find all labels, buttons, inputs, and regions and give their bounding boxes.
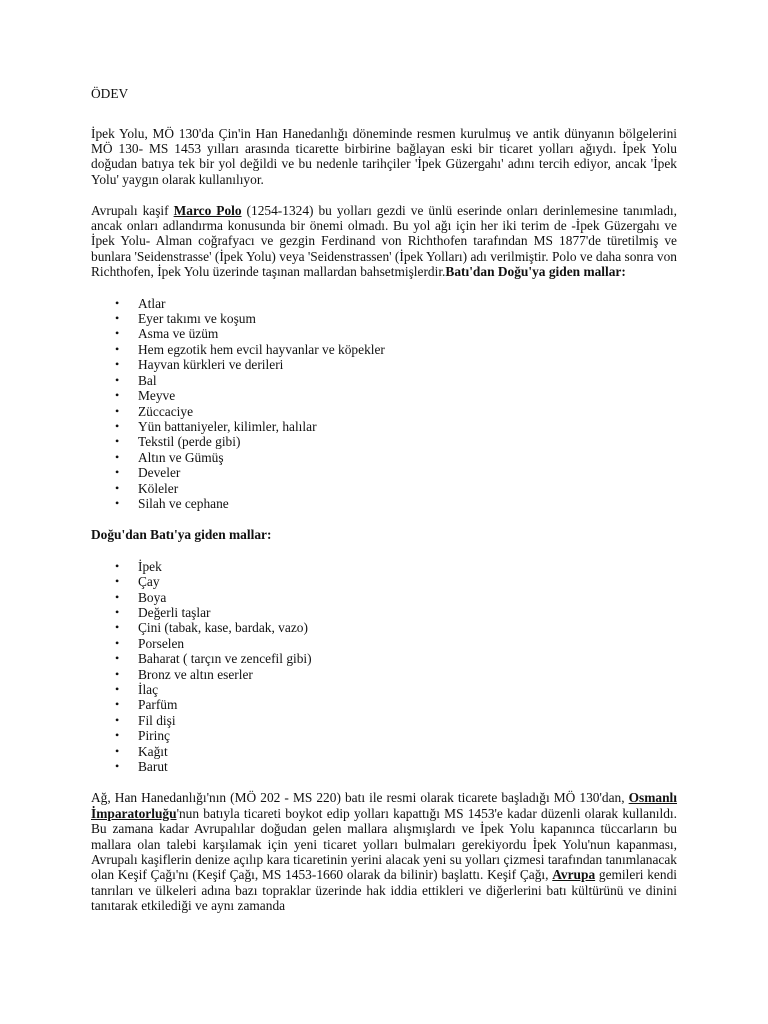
list-item: • Asma ve üzüm bbox=[138, 326, 677, 341]
list-item: • Barut bbox=[138, 759, 677, 774]
list-item: • Porselen bbox=[138, 636, 677, 651]
list-item: • Baharat ( tarçın ve zencefil gibi) bbox=[138, 651, 677, 666]
list-item: • Hayvan kürkleri ve derileri bbox=[138, 357, 677, 372]
list-item: • Züccaciye bbox=[138, 404, 677, 419]
list-item: • Parfüm bbox=[138, 697, 677, 712]
paragraph-marco-polo bbox=[91, 203, 677, 280]
list-item: • Altın ve Gümüş bbox=[138, 450, 677, 465]
list-item: • İlaç bbox=[138, 682, 677, 697]
list-item: • Atlar bbox=[138, 296, 677, 311]
list-item: • Hem egzotik hem evcil hayvanlar ve köpekler bbox=[138, 342, 677, 357]
list-item: • Boya bbox=[138, 590, 677, 605]
document-page bbox=[91, 86, 677, 914]
list-item: • Çini (tabak, kase, bardak, vazo) bbox=[138, 620, 677, 635]
list-item: • Yün battaniyeler, kilimler, halılar bbox=[138, 419, 677, 434]
east-to-west-heading: Doğu'dan Batı'ya giden mallar: bbox=[91, 527, 272, 543]
list-item: • Eyer takımı ve koşum bbox=[138, 311, 677, 326]
paragraph-text: Avrupalı kaşif bbox=[91, 202, 174, 218]
list-item: • Çay bbox=[138, 574, 677, 589]
list-item: • Meyve bbox=[138, 388, 677, 403]
west-to-east-heading: Batı'dan Doğu'ya giden mallar: bbox=[445, 264, 626, 280]
paragraph-text: (1254-1324) bu yolları gezdi ve ünlü eserinde onları derinlemesine tanımladı, ancak onları adlandırma konusunda bir önemi olmadı. Bu yol ağı için her iki terim de -İpek Güzergahı ve İpek Yolu- Alman coğrafyacı ve gezgin Ferdinand von Richthofen tarafından MS 1877'de türetilmiş ve bunlara 'Seidenstrasse' (İpek Yolu) veya 'Seidenstrassen' (İpek Yolları) adı verilmiştir. Polo ve daha sonra von Richthofen, İpek Yolu üzerinde taşınan mallardan bahsetmişlerdir. bbox=[91, 202, 677, 280]
paragraph-text: gemileri kendi tanrıları ve ülkeleri adına bazı topraklar üzerinde hak iddia ettikleri ve diğerlerini batı kültürünü ve dinini tanıtarak etkilediği ve aynı zamanda bbox=[91, 867, 677, 914]
list-item: • Bronz ve altın eserler bbox=[138, 667, 677, 682]
list-item: • Pirinç bbox=[138, 728, 677, 743]
list-item: • Tekstil (perde gibi) bbox=[138, 434, 677, 449]
list-item: • Fil dişi bbox=[138, 713, 677, 728]
list-item: • Kağıt bbox=[138, 744, 677, 759]
marco-polo-link[interactable]: Marco Polo bbox=[173, 202, 242, 218]
list-item: • Köleler bbox=[138, 481, 677, 496]
europe-link[interactable]: Avrupa bbox=[552, 867, 596, 883]
east-to-west-goods-list bbox=[91, 559, 677, 775]
paragraph-text: 'nun batıyla ticareti boykot edip yolları kapattığı MS 1453'e kadar düzenli olarak kullanıldı. Bu zamana kadar Avrupalılar doğudan gelen mallara alışmışlardı ve İpek Yolu kapanınca tüccarların bu mallara olan talebi karşılamak için yeni ticaret yolları bulmaları gerekiyordu İpek Yolu'nun kapanması, Avrupalı kaşiflerin denize açılıp kara ticaretinin yerini alacak yeni su yolları çizmesi tarafından tanımlanacak olan Keşif Çağı'nı (Keşif Çağı, MS 1453-1660 olarak da bilinir) başlattı. Keşif Çağı, bbox=[91, 805, 677, 883]
west-to-east-goods-list bbox=[91, 296, 677, 512]
list-item: • Silah ve cephane bbox=[138, 496, 677, 511]
list-item: • Değerli taşlar bbox=[138, 605, 677, 620]
ottoman-empire-link[interactable]: Osmanlı İmparatorluğu bbox=[91, 790, 677, 821]
list-item: • Bal bbox=[138, 373, 677, 388]
list-item: • Develer bbox=[138, 465, 677, 480]
list-item: • İpek bbox=[138, 559, 677, 574]
paragraph-text: Ağ, Han Hanedanlığı'nın (MÖ 202 - MS 220) batı ile resmi olarak ticarete başladığı MÖ 130'dan, bbox=[91, 790, 629, 806]
document-title: ÖDEV bbox=[91, 86, 129, 101]
paragraph-intro: İpek Yolu, MÖ 130'da Çin'in Han Hanedanlığı döneminde resmen kurulmuş ve antik dünyanın bölgelerini MÖ 130- MS 1453 yılları arasında ticarette birbirine bağlayan eski bir ticaret yolları ağıydı. İpek Yolu doğudan batıya tek bir yol değildi ve bu nedenle tarihçiler 'İpek Güzergahı' adını tercih ediyor, ancak 'İpek Yolu' yaygın olarak kullanılıyor. bbox=[91, 125, 677, 187]
paragraph-history bbox=[91, 790, 677, 913]
